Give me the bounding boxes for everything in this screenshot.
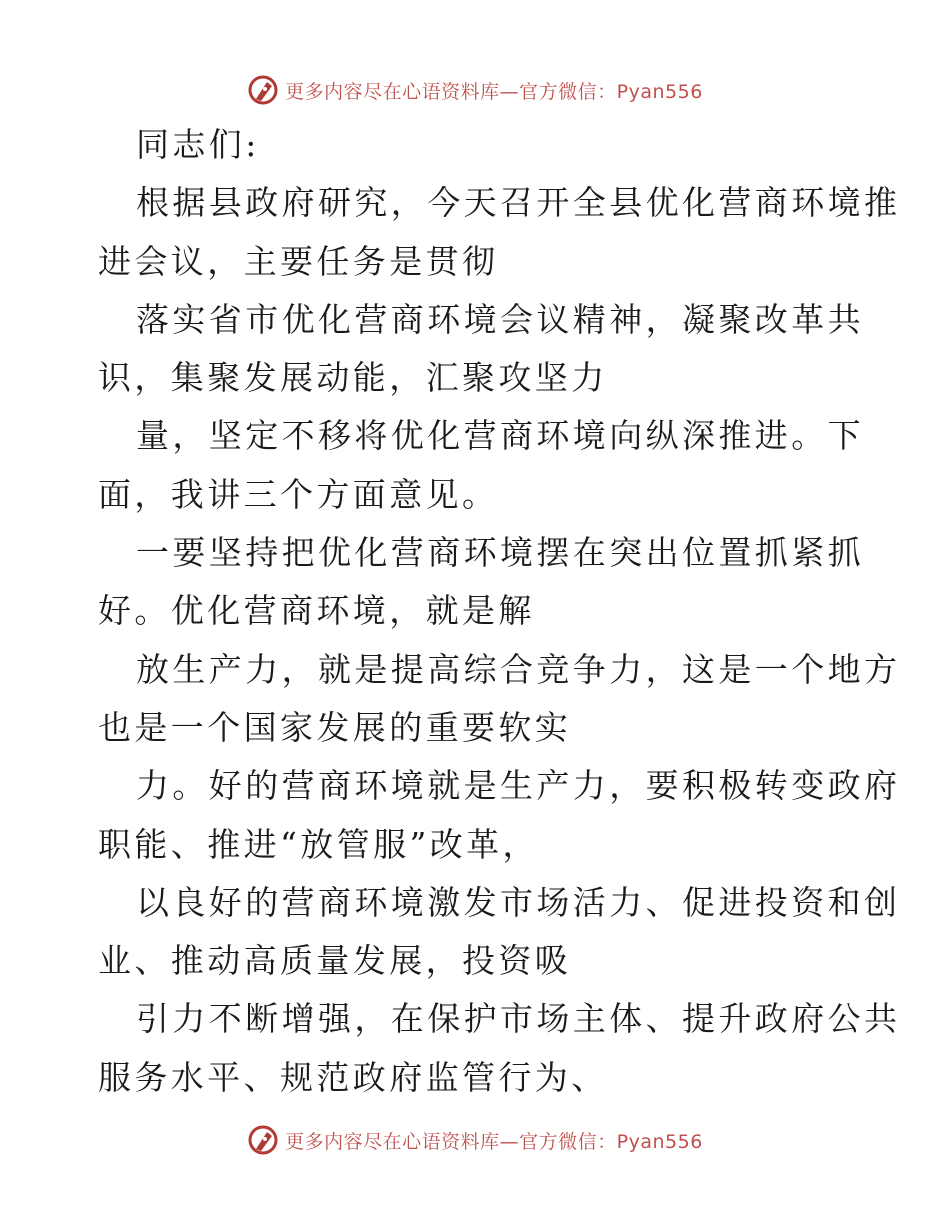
paragraph-line: 放生产力，就是提高综合竞争力，这是一个地方	[136, 649, 901, 689]
paragraph-line: 业、推动高质量发展，投资吸	[98, 941, 572, 981]
paragraph-line: 同志们:	[136, 125, 260, 164]
paragraph-line: 根据县政府研究，今天召开全县优化营商环境推	[136, 183, 901, 223]
paragraph-line: 职能、推进“放管服”改革，	[98, 824, 539, 864]
header-watermark	[0, 70, 950, 110]
paragraph-line: 量，坚定不移将优化营商环境向纵深推进。下	[136, 416, 864, 456]
paragraph-line: 以良好的营商环境激发市场活力、促进投资和创	[136, 882, 901, 922]
watermark-text: 更多内容尽在心语资料库—官方微信：Pyan556	[285, 1130, 703, 1153]
paragraph-line: 进会议，主要任务是贯彻	[98, 241, 499, 281]
paragraph-line: 引力不断增强，在保护市场主体、提升政府公共	[136, 999, 901, 1039]
paragraph-line: 落实省市优化营商环境会议精神，凝聚改革共	[136, 299, 864, 339]
paragraph-line: 力。好的营商环境就是生产力，要积极转变政府	[136, 766, 901, 806]
footer-watermark	[0, 1120, 950, 1160]
paragraph-line: 好。优化营商环境，就是解	[98, 591, 535, 631]
paragraph-line: 一要坚持把优化营商环境摆在突出位置抓紧抓	[136, 533, 864, 573]
pen-nib-logo-icon	[247, 1124, 279, 1156]
paragraph-line: 识，集聚发展动能，汇聚攻坚力	[98, 358, 608, 398]
paragraph-line: 服务水平、规范政府监管行为、	[98, 1057, 608, 1097]
paragraph-line: 面，我讲三个方面意见。	[98, 474, 499, 514]
pen-nib-logo-icon	[247, 74, 279, 106]
watermark-text: 更多内容尽在心语资料库—官方微信：Pyan556	[285, 80, 703, 103]
paragraph-line: 也是一个国家发展的重要软实	[98, 707, 572, 747]
document-body	[98, 116, 901, 1107]
